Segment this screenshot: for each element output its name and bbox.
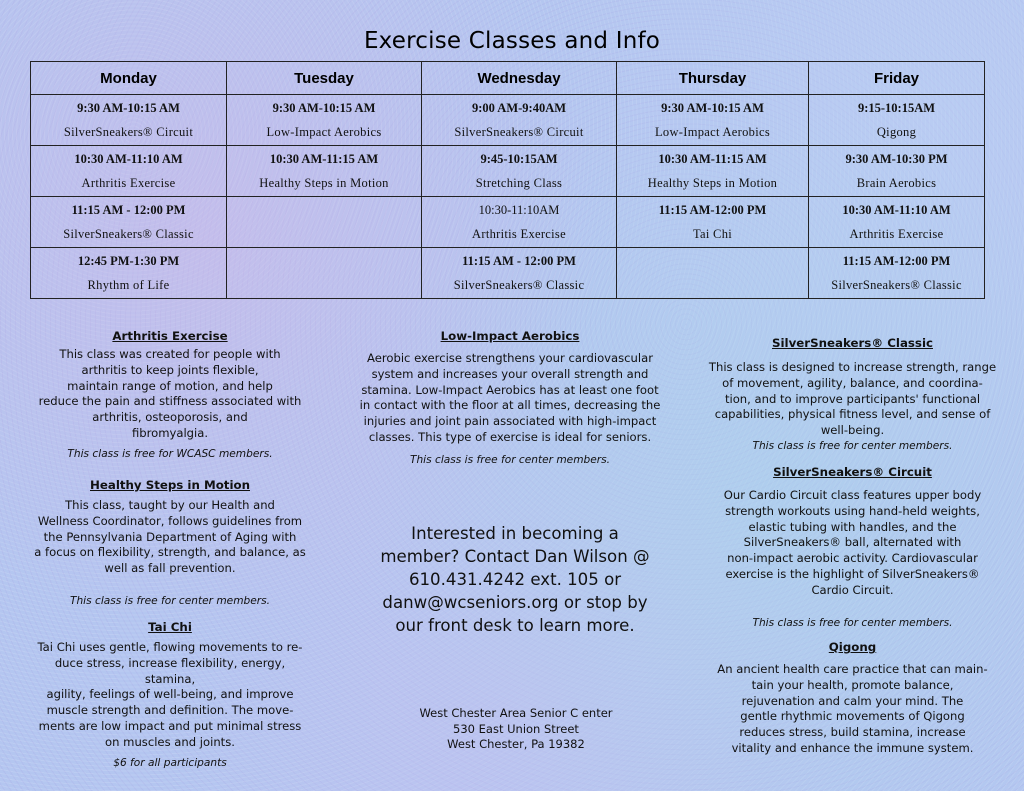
- class-name: Stretching Class: [475, 175, 563, 190]
- class-time: 11:15 AM - 12:00 PM: [462, 253, 576, 268]
- schedule-cell: [31, 95, 227, 146]
- description-line: in contact with the floor at all times, decreasing the: [359, 398, 661, 413]
- day-header: Wednesday: [422, 62, 617, 95]
- description-line: arthritis to keep joints flexible,: [81, 362, 259, 377]
- description-line: a focus on flexibility, strength, and balance, as: [34, 545, 306, 560]
- class-time: 9:45-10:15AM: [480, 151, 558, 166]
- aerobics-section: [350, 328, 670, 467]
- description-line: maintain range of motion, and help: [67, 378, 273, 393]
- table-row: [31, 197, 985, 248]
- class-time: 11:15 AM - 12:00 PM: [71, 202, 186, 217]
- day-header: Friday: [809, 62, 985, 95]
- day-header: Tuesday: [227, 62, 422, 95]
- class-name: Tai Chi: [692, 226, 733, 241]
- class-time: 9:30 AM-10:15 AM: [661, 100, 764, 115]
- schedule-cell: [809, 197, 985, 248]
- section-heading: Healthy Steps in Motion: [89, 478, 250, 492]
- description-line: Wellness Coordinator, follows guidelines from: [37, 513, 303, 528]
- schedule-cell: [31, 146, 227, 197]
- class-name: Healthy Steps in Motion: [647, 175, 778, 190]
- contact-line: Interested in becoming a: [411, 524, 619, 543]
- description-line: This class, taught by our Health and: [65, 498, 275, 512]
- description-line: on muscles and joints.: [105, 734, 235, 749]
- class-time: 10:30-11:10AM: [478, 202, 560, 217]
- contact-email: danw@wcseniors.org or stop by: [382, 593, 648, 612]
- schedule-cell: [227, 95, 422, 146]
- class-name: Qigong: [876, 124, 917, 139]
- schedule-cell: [422, 146, 617, 197]
- description-line: vitality and enhance the immune system.: [731, 740, 974, 755]
- description-line: agility, feelings of well-being, and improve: [46, 687, 294, 702]
- description-line: tain your health, promote balance,: [751, 677, 954, 692]
- class-name: Rhythm of Life: [87, 277, 170, 292]
- class-time: 9:30 AM-10:30 PM: [845, 151, 948, 166]
- address-line: 530 East Union Street: [453, 721, 579, 736]
- arthritis-section: [30, 328, 310, 461]
- schedule-cell: [227, 146, 422, 197]
- section-heading: Low-Impact Aerobics: [440, 329, 580, 343]
- description-line: exercise is the highlight of SilverSneakers®: [725, 566, 980, 581]
- schedule-cell: [809, 248, 985, 299]
- schedule-table: [30, 61, 985, 299]
- description-line: non-impact aerobic activity. Cardiovascular: [727, 551, 978, 566]
- description-line: reduce the pain and stiffness associated with: [38, 394, 302, 409]
- membership-contact: [370, 522, 660, 637]
- schedule-cell: [809, 95, 985, 146]
- description-line: well as fall prevention.: [104, 561, 236, 576]
- schedule-cell: [617, 248, 809, 299]
- pricing-note: This class is free for center members.: [69, 594, 271, 607]
- pricing-note: This class is free for center members.: [409, 453, 611, 466]
- section-heading: Arthritis Exercise: [112, 329, 228, 343]
- contact-line: member? Contact Dan Wilson @: [380, 547, 650, 566]
- page-title: Exercise Classes and Info: [363, 28, 661, 54]
- description-line: of movement, agility, balance, and coordina-: [722, 375, 983, 390]
- description-line: SilverSneakers® ball, alternated with: [743, 535, 962, 550]
- description-line: injuries and joint pain associated with high-impact: [363, 414, 657, 429]
- class-name: SilverSneakers® Classic: [63, 226, 194, 241]
- address-line: West Chester Area Senior C enter: [419, 706, 613, 720]
- description-line: An ancient health care practice that can main-: [717, 662, 988, 676]
- description-line: rejuvenation and calm your mind. The: [741, 693, 964, 708]
- contact-phone: 610.431.4242 ext. 105 or: [408, 570, 622, 589]
- section-heading: SilverSneakers® Circuit: [773, 465, 932, 479]
- description-line: strength workouts using hand-held weights,: [725, 503, 980, 518]
- class-time: 9:00 AM-9:40AM: [471, 100, 567, 115]
- address-line: West Chester, Pa 19382: [447, 737, 585, 751]
- description-line: tion, and to improve participants' functional: [724, 391, 981, 406]
- description-line: Cardio Circuit.: [811, 582, 894, 597]
- class-time: 10:30 AM-11:10 AM: [74, 151, 183, 166]
- description-line: arthritis, osteoporosis, and: [92, 410, 248, 425]
- table-row: [31, 248, 985, 299]
- class-name: SilverSneakers® Circuit: [454, 124, 584, 139]
- pricing-note: $6 for all participants: [113, 756, 227, 769]
- class-time: 10:30 AM-11:10 AM: [842, 202, 951, 217]
- classic-section: [700, 335, 1005, 453]
- description-line: This class is designed to increase strength, range: [708, 360, 997, 374]
- schedule-cell: [31, 197, 227, 248]
- schedule-header-row: [31, 62, 985, 95]
- table-row: [31, 95, 985, 146]
- schedule-cell: [422, 95, 617, 146]
- class-name: SilverSneakers® Circuit: [63, 124, 194, 139]
- description-line: well-being.: [820, 423, 885, 438]
- class-time: 10:30 AM-11:15 AM: [658, 151, 767, 166]
- tai-chi-section: [30, 619, 310, 770]
- schedule-cell: [422, 197, 617, 248]
- schedule-cell: [422, 248, 617, 299]
- description-line: stamina. Low-Impact Aerobics has at least one foot: [361, 382, 659, 397]
- class-name: Arthritis Exercise: [472, 226, 566, 241]
- class-time: 9:30 AM-10:15 AM: [272, 100, 376, 115]
- class-name: Arthritis Exercise: [81, 175, 176, 190]
- pricing-note: This class is free for center members.: [752, 616, 953, 629]
- circuit-section: [700, 464, 1005, 630]
- pricing-note: This class is free for WCASC members.: [67, 447, 273, 460]
- description-line: system and increases your overall strength and: [371, 366, 649, 381]
- class-name: Low-Impact Aerobics: [654, 124, 771, 139]
- description-line: Our Cardio Circuit class features upper body: [723, 488, 982, 502]
- class-name: SilverSneakers® Classic: [453, 277, 585, 292]
- schedule-cell: [617, 146, 809, 197]
- description-line: This class was created for people with: [59, 347, 281, 361]
- pricing-note: This class is free for center members.: [752, 439, 953, 452]
- schedule-cell: [617, 197, 809, 248]
- class-time: 12:45 PM-1:30 PM: [77, 253, 180, 268]
- center-address: [390, 706, 642, 753]
- qigong-section: [700, 639, 1005, 757]
- schedule-cell: [227, 197, 422, 248]
- class-time: 11:15 AM-12:00 PM: [658, 202, 767, 217]
- healthy-steps-section: [30, 477, 310, 608]
- description-line: muscle strength and definition. The move-: [46, 703, 294, 718]
- description-line: the Pennsylvania Department of Aging with: [43, 529, 297, 544]
- description-line: Aerobic exercise strengthens your cardiovascular: [367, 351, 653, 365]
- section-heading: Tai Chi: [148, 620, 192, 634]
- class-name: SilverSneakers® Classic: [831, 277, 962, 292]
- class-time: 11:15 AM-12:00 PM: [842, 253, 951, 268]
- description-line: Tai Chi uses gentle, flowing movements to re-: [37, 640, 303, 654]
- class-name: Arthritis Exercise: [849, 226, 944, 241]
- contact-line: our front desk to learn more.: [395, 616, 635, 635]
- description-line: gentle rhythmic movements of Qigong: [740, 709, 965, 724]
- day-header: Thursday: [617, 62, 809, 95]
- description-line: capabilities, physical fitness level, and sense of: [714, 407, 991, 422]
- description-line: classes. This type of exercise is ideal for seniors.: [368, 429, 652, 444]
- schedule-cell: [617, 95, 809, 146]
- class-name: Low-Impact Aerobics: [266, 124, 382, 139]
- class-name: Healthy Steps in Motion: [259, 175, 389, 190]
- day-header: Monday: [31, 62, 227, 95]
- class-time: 9:15-10:15AM: [857, 100, 936, 115]
- description-line: elastic tubing with handles, and the: [748, 519, 957, 534]
- description-line: reduces stress, build stamina, increase: [739, 725, 966, 740]
- class-time: 9:30 AM-10:15 AM: [77, 100, 180, 115]
- schedule-cell: [809, 146, 985, 197]
- schedule-cell: [227, 248, 422, 299]
- description-line: ments are low impact and put minimal stress: [38, 718, 302, 733]
- section-heading: Qigong: [828, 640, 877, 654]
- section-heading: SilverSneakers® Classic: [772, 336, 933, 350]
- schedule-cell: [31, 248, 227, 299]
- table-row: [31, 146, 985, 197]
- class-time: 10:30 AM-11:15 AM: [269, 151, 379, 166]
- class-name: Brain Aerobics: [856, 175, 937, 190]
- description-line: duce stress, increase flexibility, energy, stamina,: [54, 655, 286, 686]
- description-line: fibromyalgia.: [131, 425, 209, 440]
